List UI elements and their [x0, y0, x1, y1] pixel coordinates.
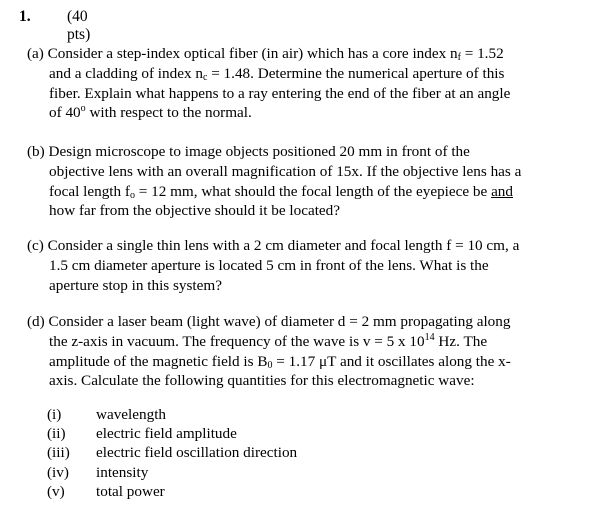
part-b: (b) Design microscope to image objects positioned 20 mm in front of the objective lens with an overall magnification of 15x. If the objective lens has a focal length $f_o = 12$ mm, what should the focal length of the eyepiece be and how far from the objective should it be located? [27, 143, 522, 220]
question-points: (40 pts) [67, 8, 91, 43]
part-c-label: (c) [27, 237, 44, 254]
part-b-label: (b) [27, 143, 45, 160]
question-number: 1. [19, 8, 31, 25]
part-a-label: (a) [27, 45, 44, 62]
part-d: (d) Consider a laser beam (light wave) of diameter d = 2 mm propagating along the z-axis in vacuum. The frequency of the wave is v = 5 x $10^{14}$ Hz. The amplitude of the magnetic field is $B_0 = 1.17$ μT and it oscillates along the x- axis. Calculate the following quantities for this electromagnetic wave: [27, 313, 511, 390]
part-c: (c) Consider a single thin lens with a 2 cm diameter and focal length f = 10 cm, a 1.5 cm diameter aperture is located 5 cm in front of the lens. What is the aperture stop in this system? [27, 237, 520, 294]
part-a: (a) Consider a step-index optical fiber (in air) which has a core index $n_f = 1.52$ and a cladding of index $n_c = 1.48$. Determine the numerical aperture of this fiber. Explain what happens to a ray entering the end of the fiber at an angle of 40$^o$ with respect to the normal. [27, 45, 511, 122]
part-d-label: (d) [27, 313, 45, 330]
